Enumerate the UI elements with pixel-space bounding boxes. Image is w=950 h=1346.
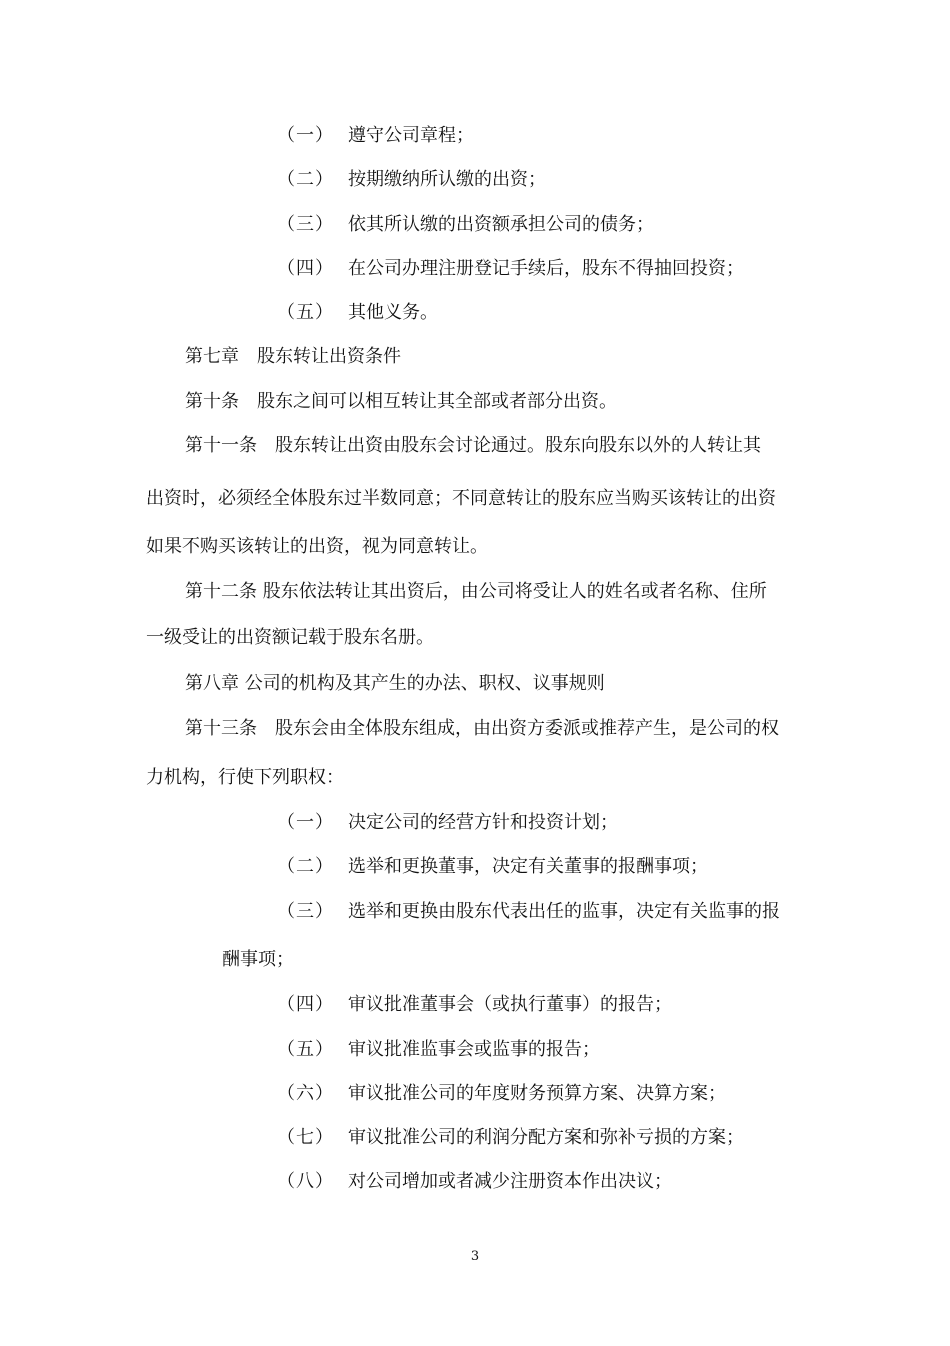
duty-number: （三） <box>277 214 334 235</box>
power-text: 决定公司的经营方针和投资计划； <box>348 812 618 833</box>
power-text: 审议批准董事会（或执行董事）的报告； <box>348 994 672 1015</box>
power-text: 审议批准公司的年度财务预算方案、决算方案； <box>348 1083 726 1104</box>
power-text: 选举和更换董事，决定有关董事的报酬事项； <box>348 856 708 877</box>
power-number: （六） <box>277 1083 334 1104</box>
article-13-line-2: 力机构，行使下列职权： <box>146 767 344 788</box>
article-12-line-1: 第十二条 股东依法转让其出资后，由公司将受让人的姓名或者名称、住所 <box>185 581 767 602</box>
duty-number: （一） <box>277 125 334 146</box>
duty-number: （五） <box>277 302 334 323</box>
article-11-line-3: 如果不购买该转让的出资，视为同意转让。 <box>146 536 488 557</box>
power-text: 对公司增加或者减少注册资本作出决议； <box>348 1171 672 1192</box>
duty-text: 遵守公司章程； <box>348 125 474 146</box>
duty-text: 按期缴纳所认缴的出资； <box>348 169 546 190</box>
power-number: （五） <box>277 1039 334 1060</box>
power-number: （四） <box>277 994 334 1015</box>
power-number: （八） <box>277 1171 334 1192</box>
duty-number: （二） <box>277 169 334 190</box>
article-12-line-2: 一级受让的出资额记载于股东名册。 <box>146 627 434 648</box>
power-text: 选举和更换由股东代表出任的监事，决定有关监事的报 <box>348 901 780 922</box>
article-11-line-2: 出资时，必须经全体股东过半数同意；不同意转让的股东应当购买该转让的出资 <box>146 488 776 509</box>
power-text: 审议批准监事会或监事的报告； <box>348 1039 600 1060</box>
duty-text: 在公司办理注册登记手续后，股东不得抽回投资； <box>348 258 744 279</box>
power-number: （三） <box>277 901 334 922</box>
article-11-line-1: 第十一条 股东转让出资由股东会讨论通过。股东向股东以外的人转让其 <box>185 435 761 456</box>
article-10: 第十条 股东之间可以相互转让其全部或者部分出资。 <box>185 391 617 412</box>
power-number: （七） <box>277 1127 334 1148</box>
article-13-line-1: 第十三条 股东会由全体股东组成，由出资方委派或推荐产生，是公司的权 <box>185 718 779 739</box>
power-number: （一） <box>277 812 334 833</box>
chapter-8-heading: 第八章 公司的机构及其产生的办法、职权、议事规则 <box>185 673 605 694</box>
power-text: 审议批准公司的利润分配方案和弥补亏损的方案； <box>348 1127 744 1148</box>
page-number: 3 <box>470 1249 480 1264</box>
power-number: （二） <box>277 856 334 877</box>
duty-text: 其他义务。 <box>348 302 438 323</box>
duty-text: 依其所认缴的出资额承担公司的债务； <box>348 214 654 235</box>
duty-number: （四） <box>277 258 334 279</box>
chapter-7-heading: 第七章 股东转让出资条件 <box>185 346 401 367</box>
power-text-continuation: 酬事项； <box>222 949 294 970</box>
